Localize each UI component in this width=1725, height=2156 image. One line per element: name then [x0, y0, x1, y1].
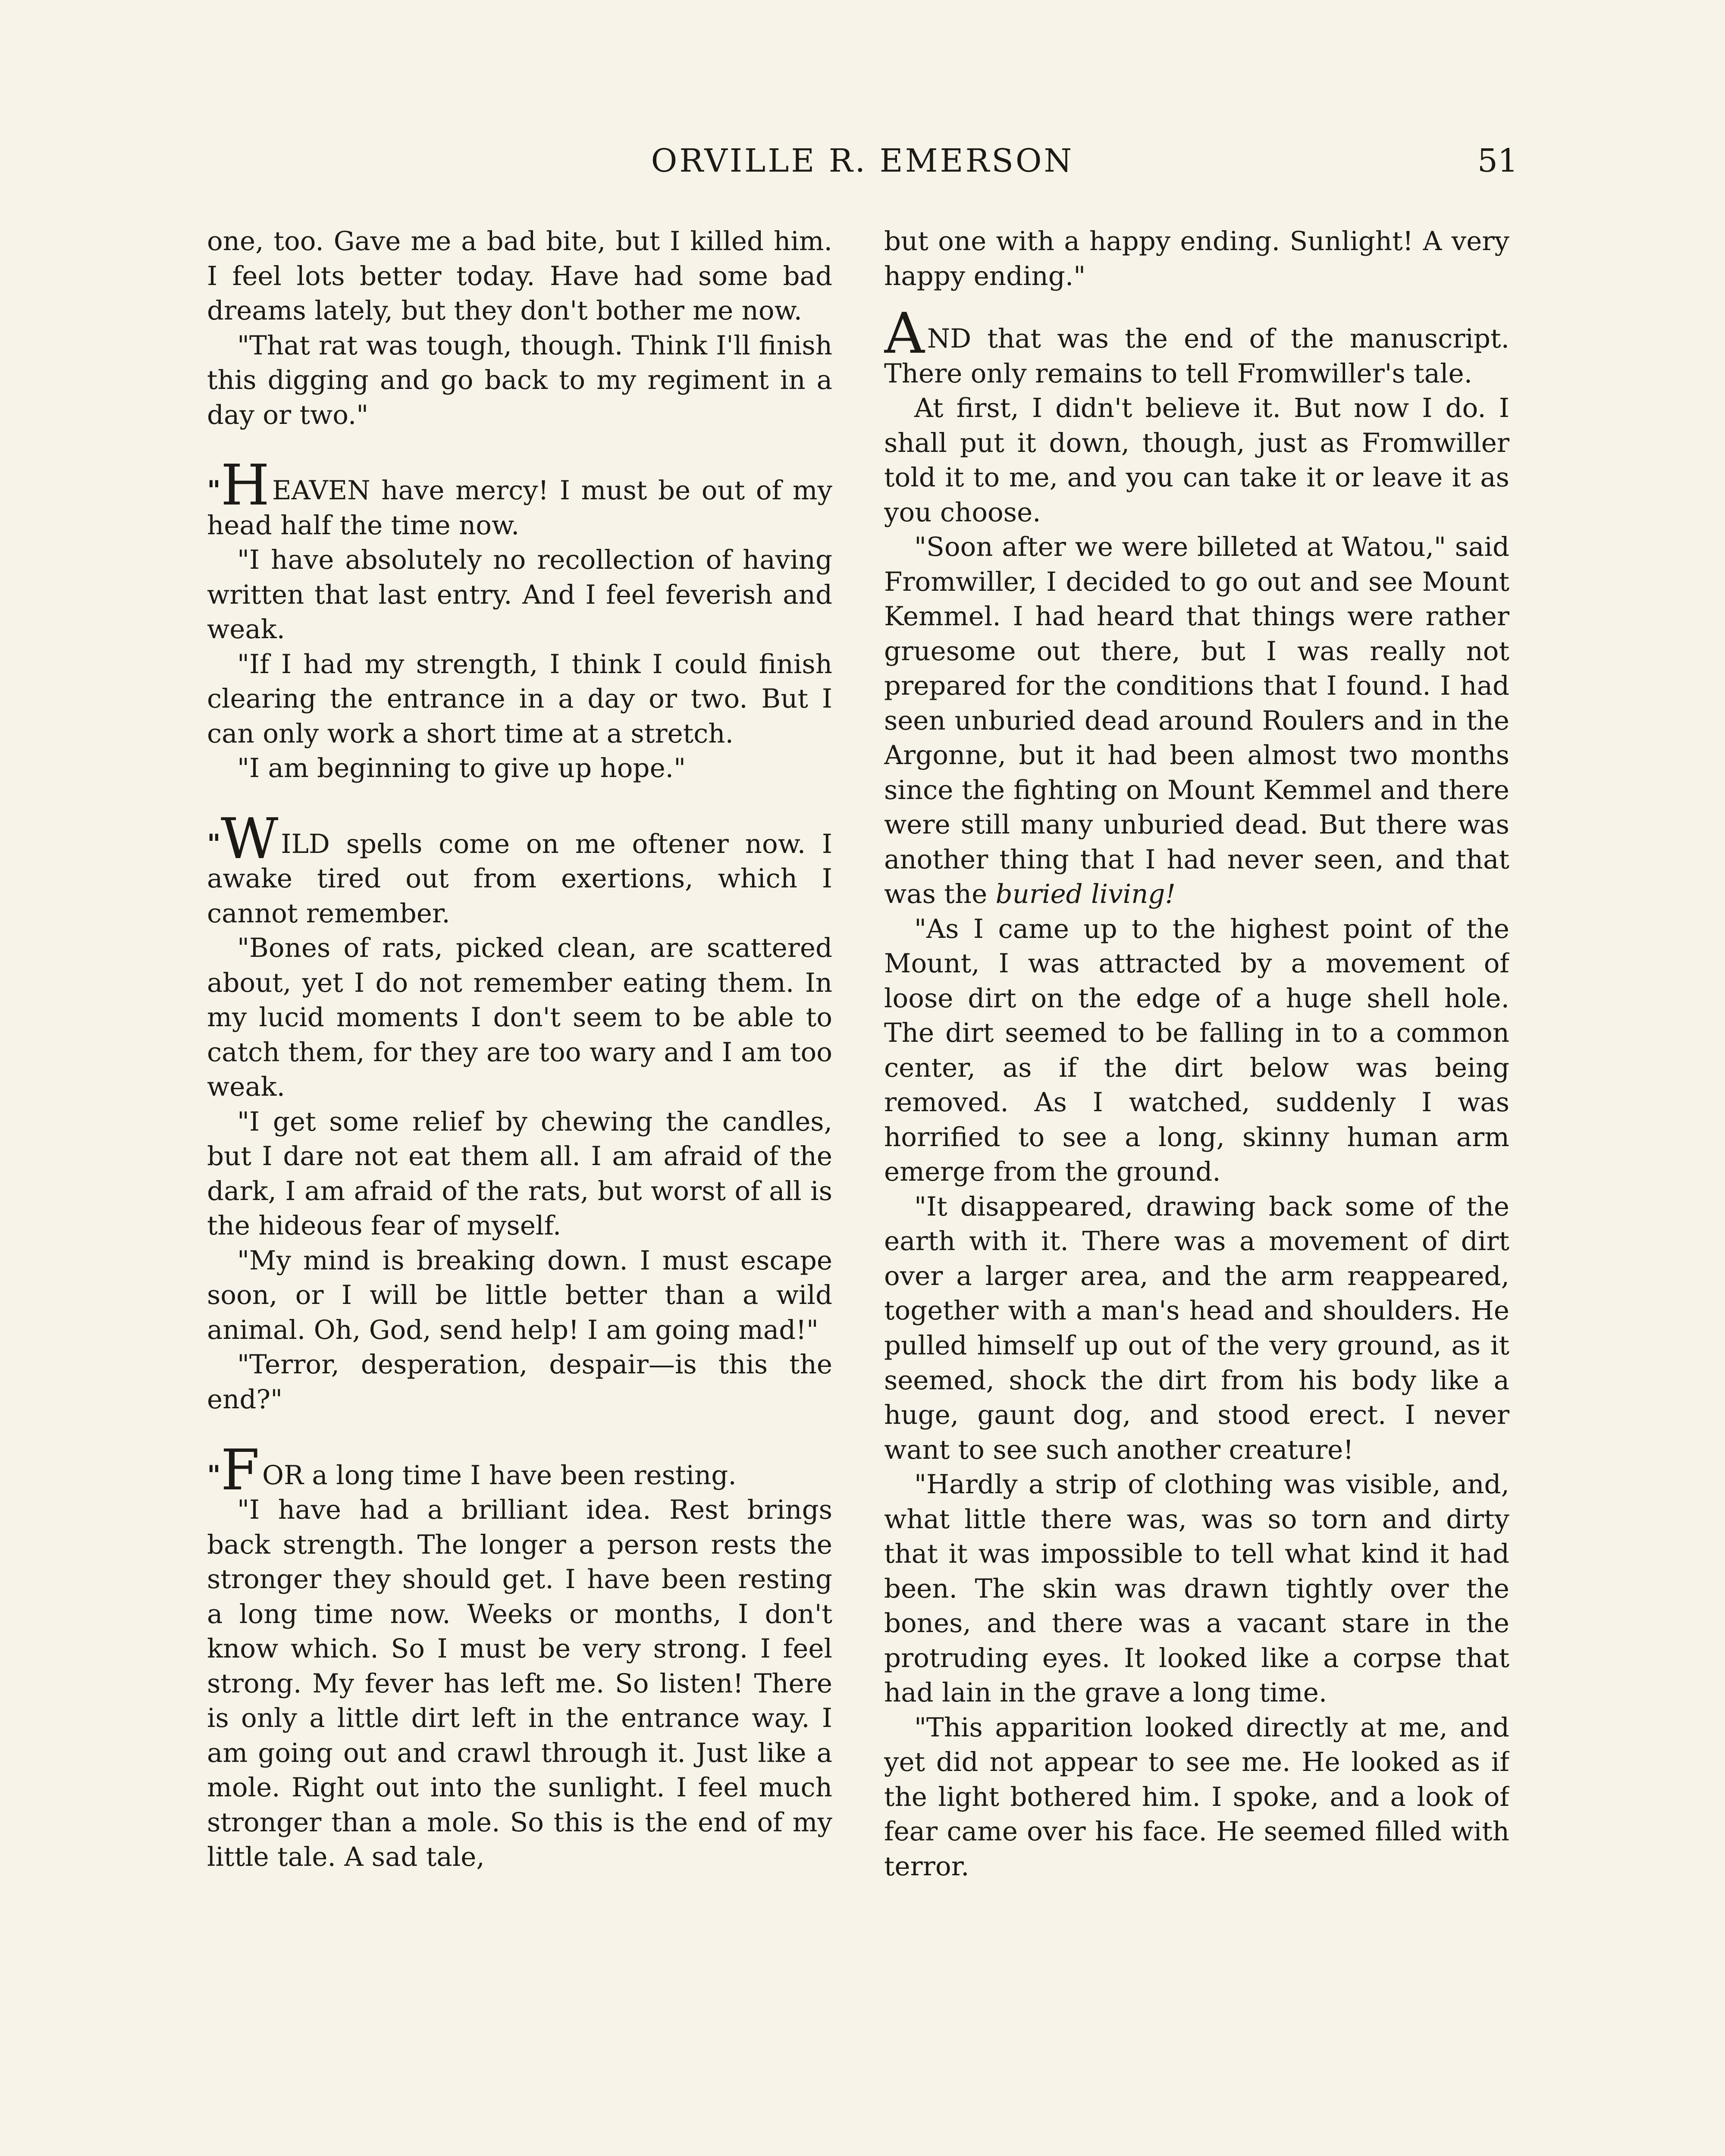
- opening-quote: ": [207, 828, 221, 859]
- section-opening-paragraph: [207, 805, 832, 931]
- opening-quote: ": [207, 475, 221, 506]
- paragraph: [884, 530, 1509, 912]
- paragraph: At first, I didn't believe it. But now I do. I shall put it down, though, just as Fromwiller told it to me, and you can take it or leave it as you choose.: [884, 393, 1509, 528]
- emphasized-text: buried living!: [995, 879, 1176, 910]
- paragraph: "I have had a brilliant idea. Rest brings back strength. The longer a person rests the stronger they should get. I have been resting a long time now. Weeks or months, I don't know which. So I must be very strong. I feel strong. My fever has left me. So listen! There is only a little dirt left in the entrance way. I am going out and crawl through it. Just like a mole. Right out into the sunlight. I feel much stronger than a mole. So this is the end of my little tale. A sad tale,: [207, 1495, 832, 1873]
- paragraph: "Hardly a strip of clothing was visible, and, what little there was, was so torn and dirty that it was impossible to tell what kind it had been. The skin was drawn tightly over the bones, and there was a vacant stare in the protruding eyes. It looked like a corpse that had lain in the grave a long time.: [884, 1469, 1509, 1708]
- text-columns: [207, 224, 1509, 2156]
- right-column: [884, 224, 1509, 2156]
- page-number: 51: [1477, 142, 1518, 179]
- paragraph: "My mind is breaking down. I must escape soon, or I will be little better than a wild animal. Oh, God, send help! I am going mad!": [207, 1245, 832, 1345]
- paragraph-text: ILD spells come on me oftener now. I awake tired out from exertions, which I cannot remember.: [207, 828, 832, 929]
- page-header-title: ORVILLE R. EMERSON: [651, 142, 1074, 179]
- paragraph: but one with a happy ending. Sunlight! A very happy ending.": [884, 226, 1509, 291]
- drop-cap: A: [884, 301, 925, 367]
- paragraph: "I am beginning to give up hope.": [237, 753, 686, 784]
- paragraph-text: EAVEN have mercy! I must be out of my head half the time now.: [207, 475, 832, 541]
- running-head: [207, 142, 1518, 194]
- paragraph: "As I came up to the highest point of the Mount, I was attracted by a movement of loose dirt on the edge of a huge shell hole. The dirt seemed to be falling in to a common center, as if the dirt below was being removed. As I watched, suddenly I was horrified to see a long, skinny human arm emerge from the ground.: [884, 913, 1509, 1188]
- paragraph-text: ND that was the end of the manuscript. There only remains to tell Fromwiller's tale.: [884, 323, 1509, 389]
- paragraph: "It disappeared, drawing back some of the earth with it. There was a movement of dirt over a larger area, and the arm reappeared, together with a man's head and shoulders. He pulled himself up out of the very ground, as it seemed, shock the dirt from his body like a huge, gaunt dog, and stood erect. I never want to see such another creature!: [884, 1191, 1509, 1465]
- paragraph: "Terror, desperation, despair—is this the end?": [207, 1349, 832, 1415]
- paragraph: "That rat was tough, though. Think I'll finish this digging and go back to my regiment in a day or two.": [207, 330, 832, 430]
- paragraph: "I have absolutely no recollection of having written that last entry. And I feel feverish and weak.: [207, 545, 832, 645]
- drop-cap: H: [220, 452, 270, 518]
- section-opening-paragraph: [884, 301, 1509, 391]
- paragraph: one, too. Gave me a bad bite, but I killed him. I feel lots better today. Have had some bad dreams lately, but they don't bother me now.: [207, 226, 832, 326]
- opening-quote: ": [207, 1460, 221, 1491]
- paragraph: "Bones of rats, picked clean, are scattered about, yet I do not remember eating them. In my lucid moments I don't seem to be able to catch them, for they are too wary and I am too weak.: [207, 933, 832, 1103]
- paragraph: "I get some relief by chewing the candles, but I dare not eat them all. I am afraid of the dark, I am afraid of the rats, but worst of all is the hideous fear of myself.: [207, 1106, 832, 1241]
- section-opening-paragraph: [207, 1437, 832, 1503]
- paragraph: "If I had my strength, I think I could finish clearing the entrance in a day or two. But I can only work a short time at a stretch.: [207, 649, 832, 749]
- paragraph-text: "Soon after we were billeted at Watou," said Fromwiller, I decided to go out and see Mount Kemmel. I had heard that things were rather gruesome out there, but I was really not prepared for the conditions that I found. I had seen unburied dead around Roulers and in the Argonne, but it had been almost two months since the fighting on Mount Kemmel and there were still many unburied dead. But there was another thing that I had never seen, and that was the: [884, 532, 1509, 910]
- left-column: [207, 224, 832, 2156]
- drop-cap: F: [220, 1437, 260, 1503]
- drop-cap: W: [220, 805, 279, 871]
- paragraph: "This apparition looked directly at me, and yet did not appear to see me. He looked as if the light bothered him. I spoke, and a look of fear came over his face. He seemed filled with terror.: [884, 1712, 1509, 1882]
- section-opening-paragraph: [207, 452, 832, 543]
- paragraph-text: OR a long time I have been resting.: [262, 1460, 737, 1491]
